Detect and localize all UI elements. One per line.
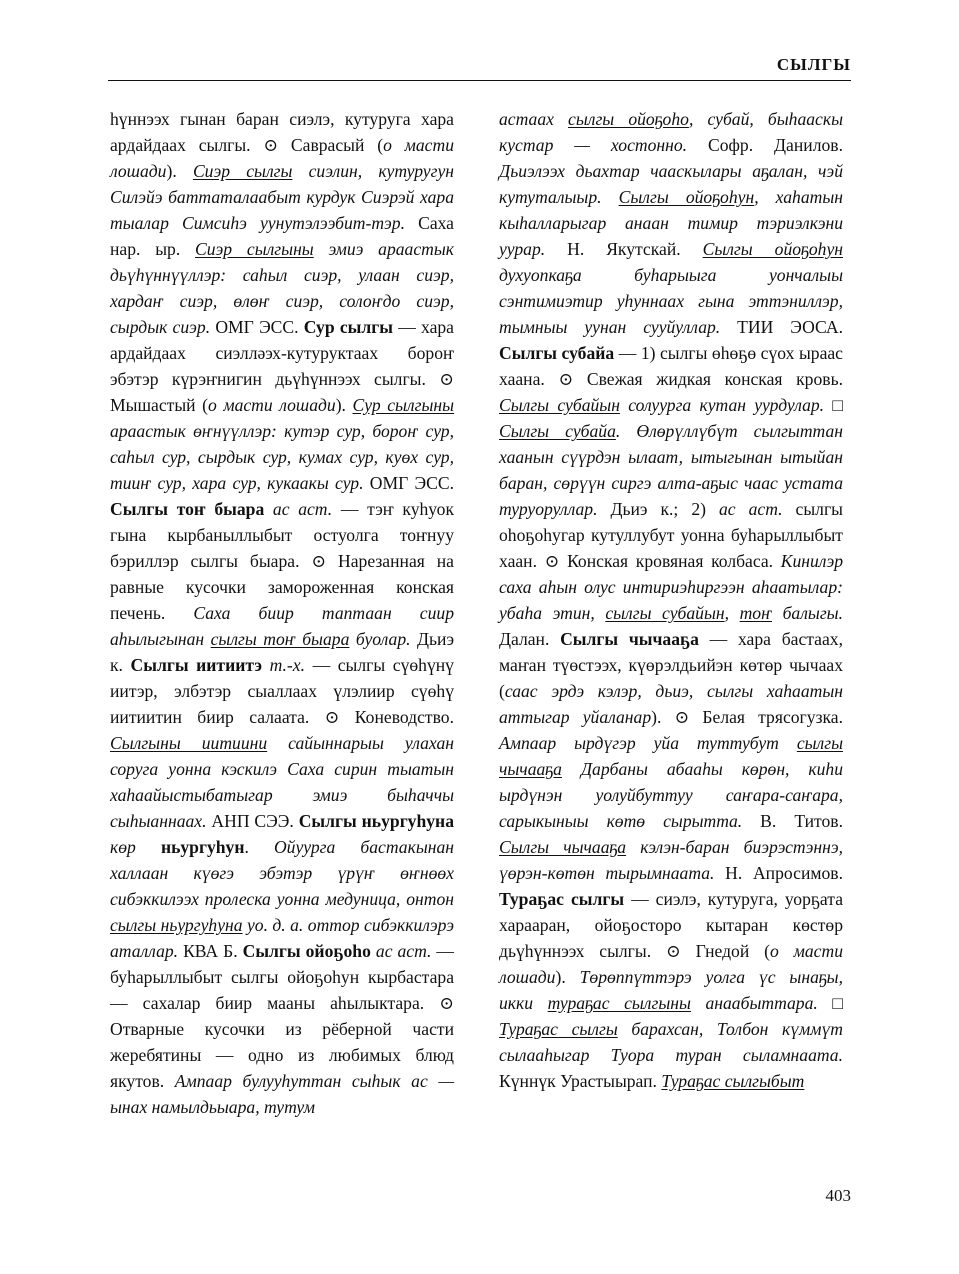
text-segment: Сылгы субайын [499,395,620,415]
text-column-left [110,106,454,1120]
text-segment: Тураҕас сылгыбыт [661,1071,805,1091]
text-segment: Күннүк Урастыырап. [499,1071,662,1091]
text-segment: сайыннарыы улахан соруга уонна кэскилэ Саха сирин тыатын хаһаайыстыбатыгар эмиэ быһаччы сыһыаннаах. [110,733,454,831]
text-segment: эмиэ араастык дьүһүннүүллэр: саһыл сиэр, улаан сиэр, хардаҥ сиэр, өлөҥ сиэр, солоҥдо сиэр, сырдык сиэр. [110,239,455,337]
text-segment: астаах [499,109,569,129]
dictionary-text-right [499,106,843,1094]
text-segment: — сылгы сүөһүнү иитэр, элбэтэр сыаллаах үлэлиир сүөһү иитиитин биир салаата. ⊙ Коневодство. [110,655,454,727]
text-segment: тоҥ [739,603,773,623]
text-segment: ньургуһун [160,837,245,857]
text-segment: буолар. [349,629,418,649]
text-segment: АНП СЭЭ. [211,811,299,831]
text-segment: ТИИ ЭОСА. [737,317,843,337]
text-segment: Софр. Данилов. [707,135,843,155]
text-segment: Сур сылгы [303,317,393,337]
text-segment: ). [555,967,580,987]
text-segment: — хара бастаах, маҥан түөстээх, күөрэлдьийэн көтөр чычаах ( [499,629,843,701]
text-segment: □ [832,395,843,415]
text-segment: Сиэр сылгы [192,161,293,181]
text-segment: сылгы оһоҕоһугар кутуллубут уонна буһарыллыбыт хаан. ⊙ Конская кровяная колбаса. [499,499,843,571]
text-segment: Тураҕас сылгы [499,889,625,909]
text-segment: Төрөппүттэрэ уолга үс ынаҕы, икки [499,967,843,1013]
text-segment: Н. Якутскай. [567,239,703,259]
dictionary-text-left [110,106,454,1120]
text-segment: Кинилэр саха аһын олус интириэһиргээн аһаатылар: убаһа этин, [499,551,843,623]
text-segment: барахсан, Толбон күммүт сылааһыгар Туора туран сыламнаата. [499,1019,843,1065]
text-segment: ас аст. [370,941,432,961]
text-segment: ас аст. [264,499,333,519]
text-segment: ⊙ Саврасый ( [263,135,384,155]
text-segment: — 1) сылгы өһөҕө сүох ыраас хаана. ⊙ Свежая жидкая конская кровь. [499,343,843,389]
text-segment: уо. д. а. оттор сибэккилэрэ аталлар. [110,915,454,961]
text-segment: саас эрдэ кэлэр, дьиэ, сылгы хаһаатын аттыгар уйаланар [499,681,843,727]
text-segment: Ампаар булууһуттан сыһык ас — ынах намылдьыара, тутум [110,1071,454,1117]
text-segment: т.-х. [262,655,305,675]
text-segment: ОМГ ЭСС. [215,317,304,337]
text-segment: көр [110,837,161,857]
text-segment: Сылгы тоҥ быара [110,499,265,519]
text-segment: анаабыттара. [690,993,833,1013]
text-segment: Н. Апросимов. [725,863,843,883]
text-segment: В. Титов. [760,811,843,831]
text-segment: ОМГ ЭСС. [369,473,454,493]
text-segment: балыгы. [772,603,843,623]
text-segment: — тэҥ куһуок гына кырбаныллыбыт остуолга тоҥнуу бэриллэр сылгы быара. ⊙ Нарезанная на равные кусочки замороженная конская печень. [110,499,454,623]
text-segment: Дьиэлээх дьахтар чааскылары аҕалан, чэй кутуталыыр. [499,161,843,207]
text-segment: сылгы чычааҕа [499,733,843,779]
text-segment: ). [335,395,353,415]
text-segment: Сылгы ойоҕоһо [242,941,371,961]
text-segment: кэлэн-баран биэрэстэннэ, үөрэн-көтөн тырымнаата. [499,837,843,883]
text-segment: сылгы ньургуһуна [110,915,243,935]
text-segment: Сылгы ньургуһуна [298,811,454,831]
text-segment: ). ⊙ Белая трясогузка. [651,707,844,727]
text-segment: о масти лошади [207,395,336,415]
text-segment: □ [832,993,843,1013]
text-segment: , субай, быһааскы кустар — хостонно. [499,109,843,155]
text-segment: сылгы ойоҕоһо [568,109,689,129]
text-segment: ас аст. [718,499,783,519]
text-segment: тураҕас сылгыны [547,993,691,1013]
text-segment: Сылгы чычааҕа [499,837,627,857]
text-segment: сиэлин, кутуругун Силэйэ баттаталаабыт курдук Сиэрэй хара тыалар Симсиһэ уунутэлээбит-тэр. [110,161,454,233]
text-segment: Ампаар ырдүгэр уйа туттубут [499,733,797,753]
text-segment: Далан. [499,629,561,649]
text-segment: Тураҕас сылгы [499,1019,618,1039]
text-segment: Дарбаны абааһы көрөн, киһи ырдүнэн уолуйбуттуу саҥара-саҥара, сарыкыныы көтө сырыттa. [499,759,843,831]
text-segment: Сылгы субайа [499,343,615,363]
text-segment: Сылгы ойоҕоһун [618,187,755,207]
text-segment: Сылгы чычааҕа [560,629,699,649]
text-segment: духуопкаҕа буһарыыга уончалыы сэнтимиэтир уһуннаах гына эттэниллэр, тымныы уунан сууйуллар. [499,265,843,337]
text-segment: Сылгы субайа [499,421,616,441]
text-segment: , хаһатын кыһалларыгар анаан тимир тэриэлкэни уурар. [499,187,843,259]
text-segment: Саха биир таптаан сиир аһылыгынан [110,603,454,649]
text-segment: — буһарыллыбыт сылгы ойоҕоһун кырбастара — сахалар биир мааны аһылыктара. ⊙ Отварные кусочки из рёберной части жеребятины — одно из любимых блюд якутов. [110,941,455,1091]
text-segment: Сур сылгыны [352,395,455,415]
text-segment: һүннээх гынан баран сиэлэ, кутуруга хара ардайдаах сылгы. [110,109,454,155]
text-segment: . [244,837,274,857]
text-segment: араастык өҥнүүллэр: кутэр сур, бороҥ сур, саһыл сур, сырдык сур, кумах сур, куөх сур, тииҥ сур, хара сур, кукаакы сур. [110,421,454,493]
text-segment: Сылгы иитиитэ [130,655,263,675]
text-segment: о масти лошади [110,135,454,181]
text-segment: . Өлөрүллүбүт сылгыттан хаанын сүүрдэн ылаат, ытыгынан ытыйан баран, сөрүүн сиргэ алта-аҕыс чаас устата туруоруллар. [499,421,843,519]
text-segment: Дьиэ к.; 2) [610,499,719,519]
text-segment: ). [166,161,193,181]
text-segment: о масти лошади [499,941,843,987]
text-segment: Ойуурга бастакынан халлаан күөгэ эбэтэр үрүҥ өҥнөөх сибэккилээх пролеска уонна медуница, онтон [110,837,454,909]
text-segment: — хара ардайдаах сиэлләэх-кутуруктаах бороҥ эбэтэр күрэҥнигин дьүһүннээх сылгы. ⊙ Мышастый ( [110,317,454,415]
page-number: 403 [825,1186,851,1205]
header-rule [108,80,851,81]
text-segment: Саха нар. ыр. [110,213,454,259]
text-segment: Дьиэ к. [110,629,455,675]
text-segment: сылгы тоҥ быара [210,629,350,649]
text-segment: солуурга кутан уурдулар. [619,395,833,415]
text-segment: Сиэр сылгыны [195,239,314,259]
text-segment: КВА Б. [183,941,243,961]
text-segment: сылгы субайын [605,603,725,623]
text-segment: Сылгыны иитиини [110,733,268,753]
text-segment: Сылгы ойоҕоһун [702,239,844,259]
text-segment: — сиэлэ, кутуруга, уорҕата хараaран, ойоҕостоpо кытаран көстөр дьүһүннээх сылгы. ⊙ Гнедой ( [499,889,843,961]
running-head: СЫЛГЫ [776,55,851,74]
text-segment: , [724,603,740,623]
text-column-right [499,106,843,1094]
